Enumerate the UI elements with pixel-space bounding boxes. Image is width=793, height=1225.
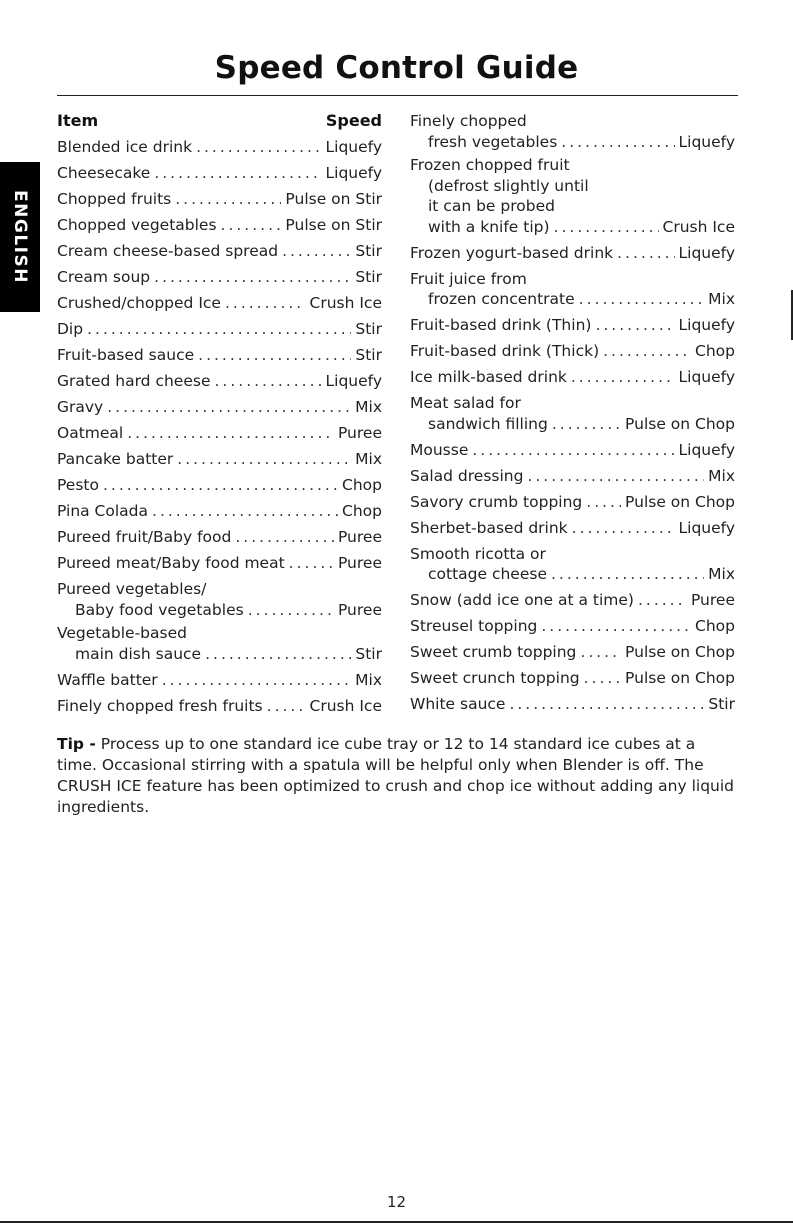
guide-entry — [57, 394, 382, 420]
dot-leader — [154, 264, 351, 290]
item-name: Sweet crunch topping — [410, 669, 580, 687]
item-header: Item — [57, 111, 99, 130]
item-name: Pancake batter — [57, 450, 174, 468]
item-name: Pina Colada — [57, 502, 149, 520]
item-name: White sauce — [410, 695, 506, 713]
right-entries — [410, 111, 735, 717]
item-name: Streusel topping — [410, 617, 538, 635]
speed-value: Pulse on Stir — [285, 216, 382, 234]
guide-entry — [57, 579, 382, 620]
item-name: Pureed meat/Baby food meat — [57, 554, 285, 572]
dot-leader — [551, 564, 704, 585]
speed-value: Stir — [708, 695, 735, 713]
guide-entry — [57, 368, 382, 394]
item-name: Salad dressing — [410, 466, 524, 485]
dot-leader — [603, 338, 691, 364]
item-name: Chopped vegetables — [57, 216, 217, 234]
guide-entry — [57, 290, 382, 316]
page-number: 12 — [386, 1193, 407, 1211]
item-name: Sweet crumb topping — [410, 643, 577, 661]
guide-entry — [57, 667, 382, 693]
guide-entry — [410, 587, 735, 613]
dot-leader — [579, 289, 704, 310]
guide-entry — [410, 240, 735, 266]
dot-leader — [509, 691, 704, 717]
item-name: Chopped fruits — [57, 190, 172, 208]
guide-entry — [410, 338, 735, 364]
dot-leader — [196, 134, 321, 160]
item-name: Sherbet-based drink — [410, 518, 568, 537]
guide-entry — [410, 364, 735, 390]
dot-leader — [571, 364, 675, 390]
dot-leader — [554, 217, 659, 238]
dot-leader — [162, 667, 351, 693]
tip-label: Tip - — [57, 735, 96, 753]
item-name: Meat salad for — [410, 394, 521, 412]
guide-entry — [410, 463, 735, 489]
speed-value: Crush Ice — [309, 294, 382, 312]
speed-value: Pulse on Chop — [625, 414, 735, 433]
dot-leader — [221, 212, 282, 238]
dot-leader — [289, 550, 334, 576]
guide-entry — [57, 238, 382, 264]
dot-leader — [198, 342, 351, 368]
dot-leader — [214, 368, 321, 394]
item-name: Baby food vegetables — [75, 600, 244, 619]
left-entries — [57, 134, 382, 719]
item-name: Finely chopped — [410, 112, 527, 130]
guide-entry — [57, 623, 382, 664]
guide-entry — [410, 269, 735, 310]
guide-entry — [410, 515, 735, 541]
guide-entry — [57, 316, 382, 342]
dot-leader — [205, 644, 351, 665]
left-column — [57, 108, 382, 719]
guide-entry — [410, 691, 735, 717]
guide-entry — [410, 489, 735, 515]
dot-leader — [527, 463, 704, 489]
guide-entry — [57, 498, 382, 524]
speed-value: Stir — [355, 346, 382, 364]
language-tab — [0, 162, 40, 312]
right-column — [410, 108, 735, 717]
speed-value: Mix — [355, 670, 382, 689]
guide-entry — [57, 693, 382, 719]
dot-leader — [154, 160, 321, 186]
speed-value: Crush Ice — [662, 217, 735, 236]
item-name: Blended ice drink — [57, 138, 193, 156]
speed-value: Puree — [337, 554, 382, 572]
item-name: Pureed vegetables/ — [57, 580, 207, 598]
dot-leader — [472, 437, 674, 463]
speed-value: Pulse on Stir — [285, 190, 382, 208]
speed-value: Liquefy — [678, 368, 735, 386]
speed-value: Chop — [695, 342, 735, 360]
speed-value: Liquefy — [678, 132, 735, 151]
dot-leader — [541, 613, 691, 639]
item-name: (defrost slightly until — [428, 176, 589, 195]
dot-leader — [595, 312, 674, 338]
guide-entry — [57, 186, 382, 212]
speed-value: Puree — [337, 528, 382, 546]
guide-entry — [410, 665, 735, 691]
dot-leader — [177, 446, 351, 472]
dot-leader — [235, 524, 334, 550]
item-name: Finely chopped fresh fruits — [57, 696, 263, 715]
dot-leader — [225, 290, 306, 316]
speed-value: Liquefy — [678, 243, 735, 262]
item-name: Fruit-based sauce — [57, 346, 195, 364]
item-name: Smooth ricotta or — [410, 544, 546, 563]
item-name: Cream soup — [57, 268, 151, 286]
speed-value: Puree — [690, 591, 735, 609]
speed-value: Mix — [708, 290, 735, 308]
dot-leader — [638, 587, 687, 613]
item-name: Fruit juice from — [410, 269, 527, 288]
item-name: Frozen yogurt-based drink — [410, 243, 614, 262]
guide-entry — [57, 212, 382, 238]
guide-entry — [410, 639, 735, 665]
speed-value: Liquefy — [325, 138, 382, 156]
guide-entry — [410, 393, 735, 434]
title-divider — [57, 95, 738, 96]
speed-value: Liquefy — [325, 164, 382, 182]
speed-value: Pulse on Chop — [625, 669, 735, 687]
dot-leader — [617, 240, 674, 266]
guide-entry — [57, 160, 382, 186]
guide-entry — [410, 437, 735, 463]
speed-value: Puree — [337, 424, 382, 442]
dot-leader — [87, 316, 351, 342]
item-name: Cheesecake — [57, 164, 151, 182]
speed-value: Crush Ice — [309, 696, 382, 715]
speed-value: Mix — [708, 466, 735, 485]
item-name: Fruit-based drink (Thick) — [410, 342, 600, 360]
guide-entry — [57, 264, 382, 290]
item-name: Frozen chopped fruit — [410, 156, 570, 174]
speed-value: Chop — [342, 502, 382, 520]
speed-value: Pulse on Chop — [625, 643, 735, 661]
dot-leader — [580, 639, 621, 665]
item-name: Snow (add ice one at a time) — [410, 591, 634, 609]
item-name: Oatmeal — [57, 424, 124, 442]
guide-entry — [57, 342, 382, 368]
item-name: Gravy — [57, 398, 104, 416]
speed-value: Liquefy — [678, 518, 735, 537]
item-name: Fruit-based drink (Thin) — [410, 316, 592, 334]
dot-leader — [107, 394, 351, 420]
item-name: fresh vegetables — [428, 132, 558, 151]
dot-leader — [267, 693, 306, 719]
item-name: main dish sauce — [75, 644, 202, 663]
tip-paragraph — [57, 734, 737, 818]
item-name: Ice milk-based drink — [410, 368, 567, 386]
bottom-divider — [0, 1221, 793, 1223]
guide-entry — [57, 524, 382, 550]
guide-entry — [410, 155, 735, 237]
speed-value: Liquefy — [325, 372, 382, 390]
item-name: Savory crumb topping — [410, 492, 583, 511]
speed-value: Stir — [355, 242, 382, 260]
guide-entry — [57, 446, 382, 472]
guide-entry — [410, 111, 735, 152]
guide-entry — [57, 134, 382, 160]
guide-entry — [57, 420, 382, 446]
item-name: sandwich filling — [428, 414, 548, 433]
speed-header: Speed — [325, 111, 382, 130]
dot-leader — [572, 515, 675, 541]
tip-text: Process up to one standard ice cube tray or 12 to 14 standard ice cubes at a time. Occasional stirring with a spatula will be helpful only when Blender is off. The CRUSH ICE feature has been optimized to crush and chop ice without adding any liquid ingredients. — [57, 735, 735, 816]
guide-entry — [57, 550, 382, 576]
item-name: Pureed fruit/Baby food — [57, 528, 232, 546]
item-name: cottage cheese — [428, 565, 547, 583]
speed-value: Liquefy — [678, 440, 735, 459]
dot-leader — [552, 414, 621, 435]
dot-leader — [103, 472, 338, 498]
item-name: Mousse — [410, 440, 469, 459]
dot-leader — [584, 665, 621, 691]
item-name: Dip — [57, 320, 84, 338]
speed-value: Mix — [355, 398, 382, 416]
speed-value: Pulse on Chop — [625, 492, 735, 511]
guide-entry — [57, 472, 382, 498]
item-name: Pesto — [57, 476, 99, 494]
dot-leader — [561, 132, 674, 153]
speed-value: Stir — [355, 320, 382, 338]
item-name: it can be probed — [428, 197, 555, 215]
guide-entry — [410, 544, 735, 585]
speed-value: Chop — [695, 617, 735, 635]
dot-leader — [127, 420, 334, 446]
guide-entry — [410, 312, 735, 338]
language-tab-label: ENGLISH — [10, 190, 30, 284]
item-name: Grated hard cheese — [57, 372, 211, 390]
item-name: with a knife tip) — [428, 217, 550, 236]
speed-value: Mix — [708, 565, 735, 583]
dot-leader — [248, 600, 334, 621]
speed-value: Liquefy — [678, 316, 735, 334]
item-name: frozen concentrate — [428, 290, 575, 308]
speed-value: Stir — [355, 268, 382, 286]
dot-leader — [152, 498, 338, 524]
item-name: Vegetable-based — [57, 624, 187, 642]
speed-value: Puree — [337, 600, 382, 619]
speed-value: Stir — [355, 644, 382, 663]
speed-value: Chop — [342, 476, 382, 494]
dot-leader — [175, 186, 281, 212]
dot-leader — [282, 238, 351, 264]
speed-value: Mix — [355, 450, 382, 468]
item-name: Waffle batter — [57, 670, 158, 689]
dot-leader — [586, 489, 621, 515]
page-title: Speed Control Guide — [214, 50, 579, 86]
item-name: Cream cheese-based spread — [57, 242, 279, 260]
column-header — [57, 108, 382, 134]
guide-entry — [410, 613, 735, 639]
item-name: Crushed/chopped Ice — [57, 294, 221, 312]
